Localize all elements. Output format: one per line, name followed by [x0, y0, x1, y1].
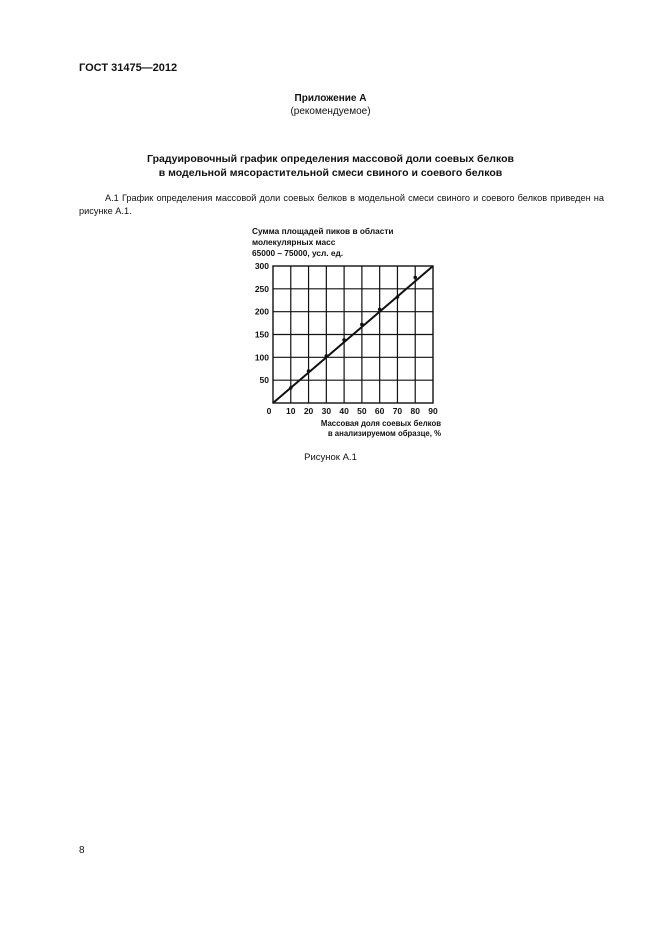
y-tick-label: 250	[254, 283, 269, 294]
y-axis-label-line: 65000 – 75000, усл. ед.	[252, 248, 344, 258]
data-point	[342, 338, 346, 342]
y-tick-label: 200	[254, 306, 269, 317]
page-number: 8	[79, 845, 85, 856]
data-point	[325, 354, 329, 358]
calibration-chart	[240, 222, 460, 444]
x-tick-label: 10	[286, 406, 296, 416]
paragraph-a1	[79, 192, 604, 218]
data-point	[396, 295, 400, 299]
appendix-heading	[0, 92, 661, 118]
x-tick-label: 30	[321, 406, 332, 416]
data-point	[360, 323, 364, 327]
data-point	[413, 276, 417, 280]
data-point	[378, 308, 382, 312]
x-tick-label: 80	[410, 406, 420, 416]
y-axis-label-line: молекулярных масс	[252, 237, 336, 247]
appendix-status: (рекомендуемое)	[290, 106, 371, 117]
y-tick-label: 100	[254, 352, 269, 363]
y-axis-label-line: Сумма площадей пиков в области	[252, 226, 394, 236]
x-tick-label: 50	[357, 406, 367, 416]
y-tick-label: 50	[259, 375, 269, 386]
figure-caption: Рисунок А.1	[304, 452, 357, 463]
x-tick-label: 60	[374, 406, 385, 416]
x-tick-label: 90	[428, 406, 438, 416]
x-tick-label: 20	[303, 406, 314, 416]
paragraph-number: А.1	[105, 193, 119, 203]
data-point	[289, 386, 293, 390]
y-tick-label: 150	[254, 329, 269, 340]
section-title	[0, 152, 661, 180]
x-tick-label: 0	[266, 406, 272, 416]
x-tick-label: 40	[339, 406, 349, 416]
section-title-line-1: Градуировочный график определения массовой доли соевых белков	[147, 153, 514, 165]
x-axis-label-line: Массовая доля соевых белков	[320, 419, 441, 428]
paragraph-text: График определения массовой доли соевых белков в модельной смеси свиного и соевого белков приведен на рисунке А.1.	[79, 193, 604, 216]
section-title-line-2: в модельной мясорастительной смеси свиного и соевого белков	[158, 167, 503, 179]
y-tick-label: 300	[254, 261, 269, 271]
data-point	[307, 369, 311, 373]
x-axis-label-line: в анализируемом образце, %	[327, 429, 441, 438]
document-code: ГОСТ 31475—2012	[79, 62, 178, 74]
chart-svg	[240, 222, 460, 444]
x-tick-label: 70	[392, 406, 403, 416]
appendix-title: Приложение А	[294, 93, 367, 104]
